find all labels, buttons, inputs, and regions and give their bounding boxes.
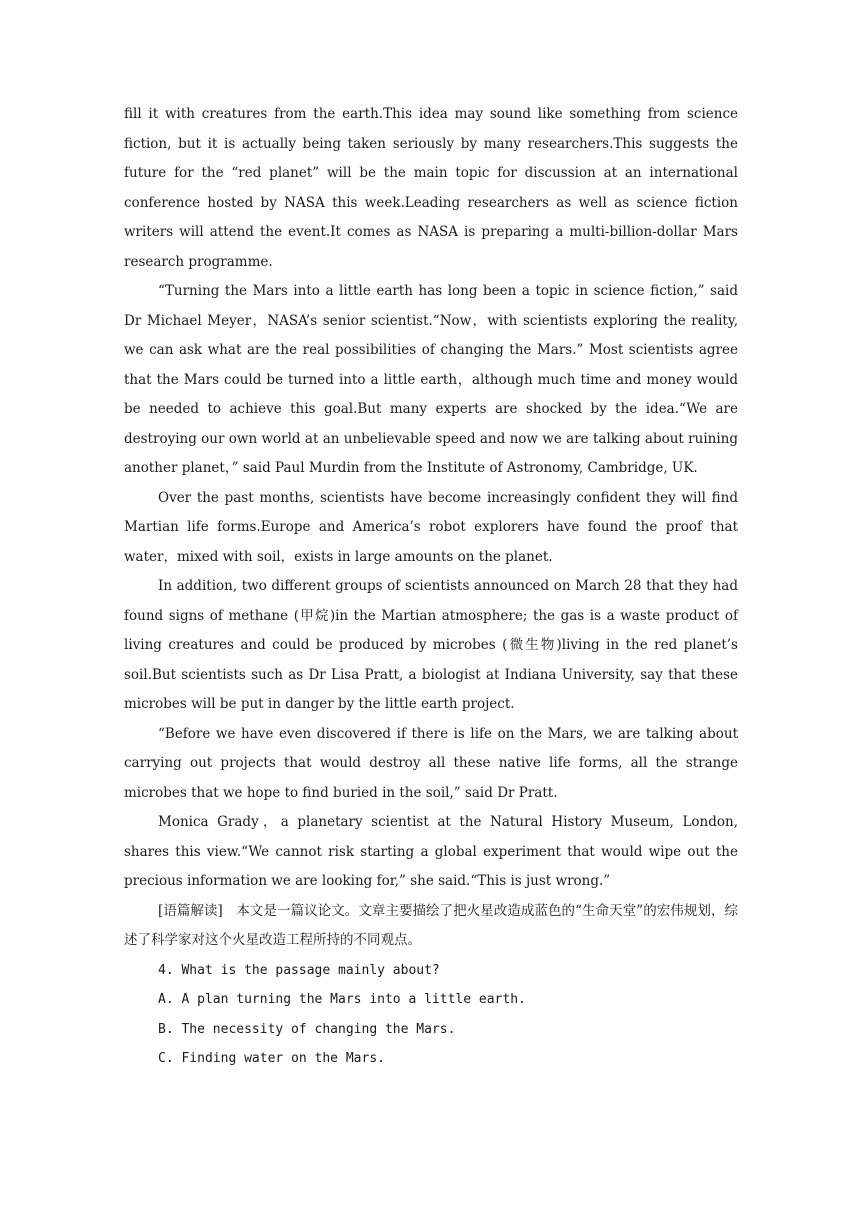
paragraph-meyer-quote: “Turning the Mars into a little earth has long been a topic in science fiction,” said Dr Michael Meyer，NASA’s senior scientist.“Now，with scientists exploring the reality, we can ask what are the real possibilities of changing the Mars.” Most scientists agree that the Mars could be turned into a little earth，although much time and money would be needed to achieve this goal.But many experts are shocked by the idea.“We are destroying our own world at an unbelievable speed and now we are talking about ruining another planet，” said Paul Murdin from the Institute of Astronomy, Cambridge, UK.	[124, 283, 738, 476]
passage-analysis: [语篇解读] 本文是一篇议论文。文章主要描绘了把火星改造成蓝色的“生命天堂”的宏伟规划，综述了科学家对这个火星改造工程所持的不同观点。	[124, 902, 738, 948]
option-b: B. The necessity of changing the Mars.	[158, 1021, 456, 1037]
paragraph-methane: In addition, two different groups of scientists announced on March 28 that they had found signs of methane (甲烷)in the Martian atmosphere; the gas is a waste product of living creatures and could be produced by microbes (微生物)living in the red planet’s soil.But scientists such as Dr Lisa Pratt, a biologist at Indiana University, say that these microbes will be put in danger by the little earth project.	[124, 578, 738, 712]
paragraph-life-forms: Over the past months, scientists have become increasingly confident they will find Martian life forms.Europe and America’s robot explorers have found the proof that water，mixed with soil，exists in large amounts on the planet.	[124, 489, 738, 565]
paragraph-grady-quote: Monica Grady，a planetary scientist at the Natural History Museum, London, shares this view.“We cannot risk starting a global experiment that would wipe out the precious information we are looking for,” she said.“This is just wrong.”	[124, 814, 738, 889]
paragraph-continuation: fill it with creatures from the earth.This idea may sound like something from science fiction, but it is actually being taken seriously by many researchers.This suggests the future for the “red planet” will be the main topic for discussion at an international conference hosted by NASA this week.Leading researchers as well as science fiction writers will attend the event.It comes as NASA is preparing a multi-billion-dollar Mars research programme.	[124, 106, 738, 270]
option-c: C. Finding water on the Mars.	[158, 1051, 385, 1066]
paragraph-pratt-quote: “Before we have even discovered if there is life on the Mars, we are talking about carrying out projects that would destroy all these native life forms, all the strange microbes that we hope to find buried in the soil,” said Dr Pratt.	[124, 725, 738, 801]
option-a: A. A plan turning the Mars into a little earth.	[158, 992, 526, 1007]
question-4: 4. What is the passage mainly about?	[158, 962, 440, 978]
article-body	[124, 100, 738, 1074]
